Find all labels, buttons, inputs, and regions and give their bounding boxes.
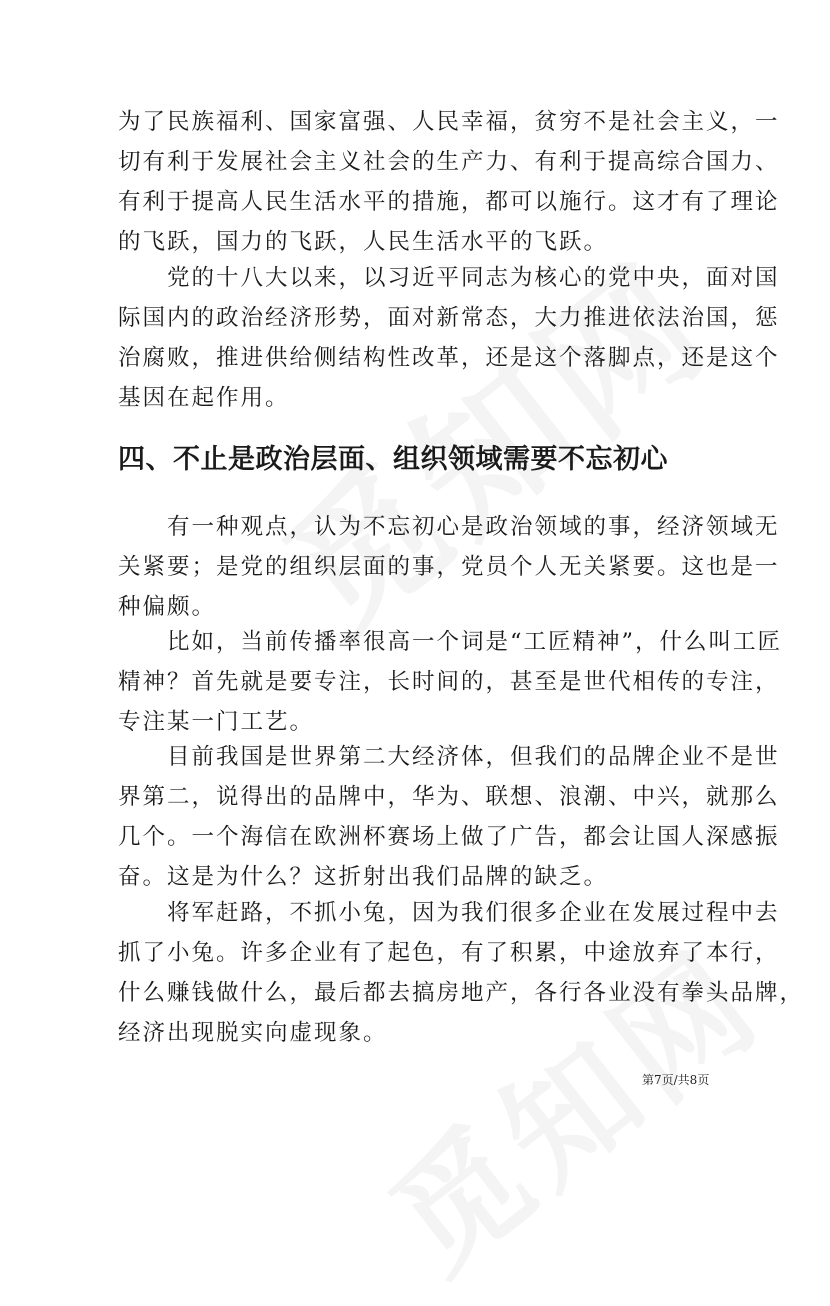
text-line: 专注某一门工艺。 [118, 709, 315, 735]
text-line: 为了民族福利、国家富强、人民幸福，贫穷不是社会主义，一 [118, 109, 780, 135]
page-number: 第7页/共8页 [642, 1073, 710, 1087]
text-line: 种偏颇。 [118, 594, 217, 620]
text-line: 切有利于发展社会主义社会的生产力、有利于提高综合国力、 [118, 149, 780, 175]
text-line: 经济出现脱实向虚现象。 [118, 1020, 388, 1046]
text-line: 什么赚钱做什么，最后都去搞房地产，各行各业没有拳头品牌， [118, 980, 805, 1006]
text-line: 治腐败，推进供给侧结构性改革，还是这个落脚点，还是这个 [118, 345, 780, 371]
text-line: 几个。一个海信在欧洲杯赛场上做了广告，都会让国人深感振 [118, 824, 780, 850]
text-line: 党的十八大以来，以习近平同志为核心的党中央，面对国 [118, 265, 780, 291]
text-line: 基因在起作用。 [118, 385, 290, 411]
text-line: 际国内的政治经济形势，面对新常态，大力推进依法治国，惩 [118, 305, 780, 331]
text-line: 有一种观点，认为不忘初心是政治领域的事，经济领域无 [118, 514, 780, 540]
text-line: 有利于提高人民生活水平的措施，都可以施行。这才有了理论 [118, 189, 780, 215]
text-line: 将军赶路，不抓小兔，因为我们很多企业在发展过程中去 [118, 900, 780, 926]
text-line: 抓了小兔。许多企业有了起色，有了积累，中途放弃了本行， [118, 940, 780, 966]
text-line: 奋。这是为什么？这折射出我们品牌的缺乏。 [118, 864, 609, 890]
section-heading: 四、不止是政治层面、组织领域需要不忘初心 [118, 444, 668, 475]
text-line: 精神？首先就是要专注，长时间的，甚至是世代相传的专注， [118, 669, 780, 695]
text-line: 的飞跃，国力的飞跃，人民生活水平的飞跃。 [118, 229, 609, 255]
text-line: 关紧要；是党的组织层面的事，党员个人无关紧要。这也是一 [118, 554, 780, 580]
text-line: 界第二，说得出的品牌中，华为、联想、浪潮、中兴，就那么 [118, 784, 780, 810]
text-line: 目前我国是世界第二大经济体，但我们的品牌企业不是世 [118, 744, 780, 770]
text-line: 比如，当前传播率很高一个词是“工匠精神”，什么叫工匠 [118, 629, 783, 655]
